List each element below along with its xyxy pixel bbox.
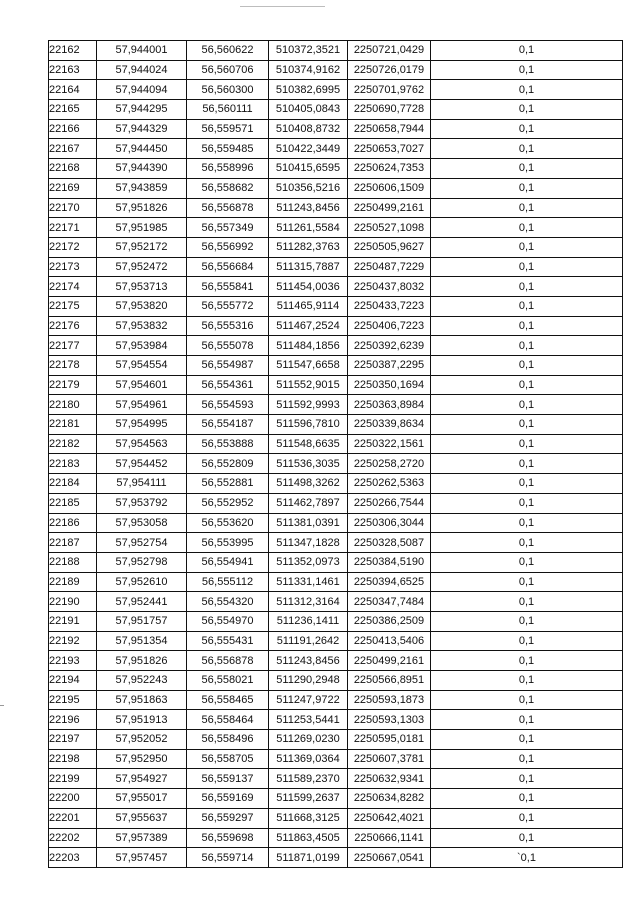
x-coordinate-cell: 511863,4505: [269, 828, 348, 848]
longitude-cell: 56,560111: [187, 100, 269, 120]
coordinates-table-body: [49, 41, 623, 868]
table-row: [49, 493, 623, 513]
value-cell: 0,1: [431, 80, 623, 100]
table-row: [49, 434, 623, 454]
x-coordinate-cell: 511668,3125: [269, 808, 348, 828]
y-coordinate-cell: 2250499,2161: [348, 651, 431, 671]
point-number-cell: 22195: [49, 690, 97, 710]
x-coordinate-cell: 511599,2637: [269, 789, 348, 809]
value-cell: 0,1: [431, 671, 623, 691]
latitude-cell: 57,951757: [97, 611, 187, 631]
point-number-cell: 22174: [49, 277, 97, 297]
value-cell: 0,1: [431, 808, 623, 828]
longitude-cell: 56,553620: [187, 513, 269, 533]
value-cell: 0,1: [431, 690, 623, 710]
point-number-cell: 22173: [49, 257, 97, 277]
point-number-cell: 22203: [49, 848, 97, 868]
table-row: [49, 454, 623, 474]
longitude-cell: 56,552952: [187, 493, 269, 513]
table-row: [49, 631, 623, 651]
y-coordinate-cell: 2250387,2295: [348, 356, 431, 376]
y-coordinate-cell: 2250721,0429: [348, 41, 431, 61]
point-number-cell: 22186: [49, 513, 97, 533]
x-coordinate-cell: 511498,3262: [269, 474, 348, 494]
table-row: [49, 749, 623, 769]
point-number-cell: 22192: [49, 631, 97, 651]
x-coordinate-cell: 511465,9114: [269, 296, 348, 316]
longitude-cell: 56,555112: [187, 572, 269, 592]
table-row: [49, 572, 623, 592]
point-number-cell: 22189: [49, 572, 97, 592]
y-coordinate-cell: 2250350,1694: [348, 375, 431, 395]
y-coordinate-cell: 2250363,8984: [348, 395, 431, 415]
longitude-cell: 56,560300: [187, 80, 269, 100]
latitude-cell: 57,952243: [97, 671, 187, 691]
table-row: [49, 415, 623, 435]
value-cell: 0,1: [431, 119, 623, 139]
point-number-cell: 22166: [49, 119, 97, 139]
y-coordinate-cell: 2250322,1561: [348, 434, 431, 454]
point-number-cell: 22168: [49, 159, 97, 179]
table-row: [49, 119, 623, 139]
longitude-cell: 56,552809: [187, 454, 269, 474]
x-coordinate-cell: 511243,8456: [269, 651, 348, 671]
value-cell: 0,1: [431, 277, 623, 297]
point-number-cell: 22182: [49, 434, 97, 454]
longitude-cell: 56,554361: [187, 375, 269, 395]
y-coordinate-cell: 2250595,0181: [348, 730, 431, 750]
latitude-cell: 57,954554: [97, 356, 187, 376]
x-coordinate-cell: 511253,5441: [269, 710, 348, 730]
coordinates-table: [48, 40, 623, 868]
latitude-cell: 57,954927: [97, 769, 187, 789]
longitude-cell: 56,558496: [187, 730, 269, 750]
longitude-cell: 56,558021: [187, 671, 269, 691]
y-coordinate-cell: 2250505,9627: [348, 237, 431, 257]
longitude-cell: 56,556878: [187, 651, 269, 671]
y-coordinate-cell: 2250658,7944: [348, 119, 431, 139]
latitude-cell: 57,953713: [97, 277, 187, 297]
latitude-cell: 57,954452: [97, 454, 187, 474]
point-number-cell: 22187: [49, 533, 97, 553]
latitude-cell: 57,944390: [97, 159, 187, 179]
y-coordinate-cell: 2250634,8282: [348, 789, 431, 809]
longitude-cell: 56,559714: [187, 848, 269, 868]
longitude-cell: 56,559571: [187, 119, 269, 139]
table-row: [49, 336, 623, 356]
x-coordinate-cell: 511369,0364: [269, 749, 348, 769]
value-cell: 0,1: [431, 41, 623, 61]
x-coordinate-cell: 510415,6595: [269, 159, 348, 179]
longitude-cell: 56,555841: [187, 277, 269, 297]
point-number-cell: 22196: [49, 710, 97, 730]
y-coordinate-cell: 2250433,7223: [348, 296, 431, 316]
value-cell: 0,1: [431, 769, 623, 789]
y-coordinate-cell: 2250306,3044: [348, 513, 431, 533]
y-coordinate-cell: 2250726,0179: [348, 60, 431, 80]
y-coordinate-cell: 2250499,2161: [348, 198, 431, 218]
latitude-cell: 57,944329: [97, 119, 187, 139]
value-cell: 0,1: [431, 749, 623, 769]
value-cell: 0,1: [431, 237, 623, 257]
table-row: [49, 80, 623, 100]
longitude-cell: 56,558464: [187, 710, 269, 730]
longitude-cell: 56,555772: [187, 296, 269, 316]
latitude-cell: 57,954111: [97, 474, 187, 494]
point-number-cell: 22167: [49, 139, 97, 159]
point-number-cell: 22163: [49, 60, 97, 80]
x-coordinate-cell: 511282,3763: [269, 237, 348, 257]
y-coordinate-cell: 2250607,3781: [348, 749, 431, 769]
x-coordinate-cell: 511315,7887: [269, 257, 348, 277]
value-cell: 0,1: [431, 828, 623, 848]
x-coordinate-cell: 511548,6635: [269, 434, 348, 454]
y-coordinate-cell: 2250406,7223: [348, 316, 431, 336]
point-number-cell: 22164: [49, 80, 97, 100]
table-row: [49, 552, 623, 572]
value-cell: 0,1: [431, 572, 623, 592]
longitude-cell: 56,558465: [187, 690, 269, 710]
table-row: [49, 690, 623, 710]
latitude-cell: 57,957389: [97, 828, 187, 848]
value-cell: 0,1: [431, 296, 623, 316]
y-coordinate-cell: 2250653,7027: [348, 139, 431, 159]
y-coordinate-cell: 2250667,0541: [348, 848, 431, 868]
latitude-cell: 57,951913: [97, 710, 187, 730]
x-coordinate-cell: 511331,1461: [269, 572, 348, 592]
y-coordinate-cell: 2250690,7728: [348, 100, 431, 120]
y-coordinate-cell: 2250328,5087: [348, 533, 431, 553]
x-coordinate-cell: 511871,0199: [269, 848, 348, 868]
latitude-cell: 57,952610: [97, 572, 187, 592]
value-cell: 0,1: [431, 356, 623, 376]
x-coordinate-cell: 510374,9162: [269, 60, 348, 80]
y-coordinate-cell: 2250593,1873: [348, 690, 431, 710]
latitude-cell: 57,944450: [97, 139, 187, 159]
x-coordinate-cell: 510408,8732: [269, 119, 348, 139]
x-coordinate-cell: 511589,2370: [269, 769, 348, 789]
value-cell: 0,1: [431, 710, 623, 730]
value-cell: 0,1: [431, 611, 623, 631]
y-coordinate-cell: 2250413,5406: [348, 631, 431, 651]
point-number-cell: 22200: [49, 789, 97, 809]
value-cell: 0,1: [431, 552, 623, 572]
y-coordinate-cell: 2250266,7544: [348, 493, 431, 513]
point-number-cell: 22190: [49, 592, 97, 612]
x-coordinate-cell: 511484,1856: [269, 336, 348, 356]
latitude-cell: 57,952754: [97, 533, 187, 553]
latitude-cell: 57,944001: [97, 41, 187, 61]
table-row: [49, 218, 623, 238]
x-coordinate-cell: 510372,3521: [269, 41, 348, 61]
table-row: [49, 159, 623, 179]
latitude-cell: 57,951354: [97, 631, 187, 651]
x-coordinate-cell: 511462,7897: [269, 493, 348, 513]
table-row: [49, 671, 623, 691]
latitude-cell: 57,944094: [97, 80, 187, 100]
x-coordinate-cell: 511290,2948: [269, 671, 348, 691]
point-number-cell: 22178: [49, 356, 97, 376]
latitude-cell: 57,953984: [97, 336, 187, 356]
longitude-cell: 56,559698: [187, 828, 269, 848]
x-coordinate-cell: 510382,6995: [269, 80, 348, 100]
point-number-cell: 22193: [49, 651, 97, 671]
longitude-cell: 56,555431: [187, 631, 269, 651]
top-rule-mark: [240, 6, 325, 7]
point-number-cell: 22171: [49, 218, 97, 238]
longitude-cell: 56,560706: [187, 60, 269, 80]
value-cell: 0,1: [431, 454, 623, 474]
value-cell: 0,1: [431, 415, 623, 435]
y-coordinate-cell: 2250487,7229: [348, 257, 431, 277]
table-row: [49, 474, 623, 494]
x-coordinate-cell: 511236,1411: [269, 611, 348, 631]
x-coordinate-cell: 511454,0036: [269, 277, 348, 297]
latitude-cell: 57,953820: [97, 296, 187, 316]
latitude-cell: 57,951826: [97, 651, 187, 671]
table-row: [49, 611, 623, 631]
value-cell: 0,1: [431, 513, 623, 533]
value-cell: 0,1: [431, 159, 623, 179]
y-coordinate-cell: 2250347,7484: [348, 592, 431, 612]
point-number-cell: 22201: [49, 808, 97, 828]
point-number-cell: 22165: [49, 100, 97, 120]
point-number-cell: 22191: [49, 611, 97, 631]
point-number-cell: 22198: [49, 749, 97, 769]
point-number-cell: 22183: [49, 454, 97, 474]
y-coordinate-cell: 2250258,2720: [348, 454, 431, 474]
point-number-cell: 22194: [49, 671, 97, 691]
value-cell: 0,1: [431, 257, 623, 277]
point-number-cell: 22197: [49, 730, 97, 750]
longitude-cell: 56,559297: [187, 808, 269, 828]
table-row: [49, 769, 623, 789]
y-coordinate-cell: 2250593,1303: [348, 710, 431, 730]
x-coordinate-cell: 511269,0230: [269, 730, 348, 750]
table-row: [49, 848, 623, 868]
y-coordinate-cell: 2250394,6525: [348, 572, 431, 592]
latitude-cell: 57,952950: [97, 749, 187, 769]
longitude-cell: 56,556684: [187, 257, 269, 277]
longitude-cell: 56,554593: [187, 395, 269, 415]
value-cell: 0,1: [431, 100, 623, 120]
table-row: [49, 533, 623, 553]
table-row: [49, 828, 623, 848]
latitude-cell: 57,954601: [97, 375, 187, 395]
latitude-cell: 57,952798: [97, 552, 187, 572]
y-coordinate-cell: 2250262,5363: [348, 474, 431, 494]
point-number-cell: 22169: [49, 178, 97, 198]
latitude-cell: 57,951985: [97, 218, 187, 238]
value-cell: 0,1: [431, 336, 623, 356]
latitude-cell: 57,954961: [97, 395, 187, 415]
table-row: [49, 257, 623, 277]
y-coordinate-cell: 2250666,1141: [348, 828, 431, 848]
y-coordinate-cell: 2250384,5190: [348, 552, 431, 572]
longitude-cell: 56,553888: [187, 434, 269, 454]
latitude-cell: 57,952052: [97, 730, 187, 750]
table-row: [49, 198, 623, 218]
x-coordinate-cell: 511596,7810: [269, 415, 348, 435]
latitude-cell: 57,953058: [97, 513, 187, 533]
point-number-cell: 22181: [49, 415, 97, 435]
x-coordinate-cell: 511467,2524: [269, 316, 348, 336]
table-row: [49, 789, 623, 809]
value-cell: 0,1: [431, 474, 623, 494]
latitude-cell: 57,953832: [97, 316, 187, 336]
value-cell: 0,1: [431, 60, 623, 80]
latitude-cell: 57,955017: [97, 789, 187, 809]
longitude-cell: 56,558705: [187, 749, 269, 769]
value-cell: 0,1: [431, 218, 623, 238]
point-number-cell: 22202: [49, 828, 97, 848]
table-row: [49, 710, 623, 730]
value-cell: 0,1: [431, 592, 623, 612]
point-number-cell: 22162: [49, 41, 97, 61]
y-coordinate-cell: 2250339,8634: [348, 415, 431, 435]
table-row: [49, 730, 623, 750]
latitude-cell: 57,953792: [97, 493, 187, 513]
table-row: [49, 41, 623, 61]
table-row: [49, 513, 623, 533]
longitude-cell: 56,554941: [187, 552, 269, 572]
point-number-cell: 22184: [49, 474, 97, 494]
y-coordinate-cell: 2250624,7353: [348, 159, 431, 179]
latitude-cell: 57,951863: [97, 690, 187, 710]
latitude-cell: 57,957457: [97, 848, 187, 868]
longitude-cell: 56,554970: [187, 611, 269, 631]
x-coordinate-cell: 511592,9993: [269, 395, 348, 415]
y-coordinate-cell: 2250606,1509: [348, 178, 431, 198]
point-number-cell: 22170: [49, 198, 97, 218]
value-cell: 0,1: [431, 730, 623, 750]
x-coordinate-cell: 511347,1828: [269, 533, 348, 553]
y-coordinate-cell: 2250632,9341: [348, 769, 431, 789]
point-number-cell: 22180: [49, 395, 97, 415]
y-coordinate-cell: 2250701,9762: [348, 80, 431, 100]
latitude-cell: 57,952441: [97, 592, 187, 612]
table-row: [49, 277, 623, 297]
table-row: [49, 808, 623, 828]
x-coordinate-cell: 511381,0391: [269, 513, 348, 533]
longitude-cell: 56,553995: [187, 533, 269, 553]
x-coordinate-cell: 511552,9015: [269, 375, 348, 395]
y-coordinate-cell: 2250566,8951: [348, 671, 431, 691]
point-number-cell: 22199: [49, 769, 97, 789]
longitude-cell: 56,559137: [187, 769, 269, 789]
point-number-cell: 22188: [49, 552, 97, 572]
x-coordinate-cell: 510422,3449: [269, 139, 348, 159]
latitude-cell: 57,954995: [97, 415, 187, 435]
y-coordinate-cell: 2250527,1098: [348, 218, 431, 238]
x-coordinate-cell: 511312,3164: [269, 592, 348, 612]
latitude-cell: 57,954563: [97, 434, 187, 454]
value-cell: `0,1: [431, 848, 623, 868]
latitude-cell: 57,944295: [97, 100, 187, 120]
table-row: [49, 178, 623, 198]
longitude-cell: 56,554187: [187, 415, 269, 435]
value-cell: 0,1: [431, 395, 623, 415]
longitude-cell: 56,559169: [187, 789, 269, 809]
left-margin-mark: [0, 705, 4, 706]
table-row: [49, 60, 623, 80]
longitude-cell: 56,555078: [187, 336, 269, 356]
value-cell: 0,1: [431, 316, 623, 336]
point-number-cell: 22172: [49, 237, 97, 257]
latitude-cell: 57,955637: [97, 808, 187, 828]
x-coordinate-cell: 511191,2642: [269, 631, 348, 651]
longitude-cell: 56,557349: [187, 218, 269, 238]
longitude-cell: 56,558996: [187, 159, 269, 179]
longitude-cell: 56,556992: [187, 237, 269, 257]
value-cell: 0,1: [431, 493, 623, 513]
table-row: [49, 316, 623, 336]
value-cell: 0,1: [431, 533, 623, 553]
table-row: [49, 592, 623, 612]
x-coordinate-cell: 511547,6658: [269, 356, 348, 376]
x-coordinate-cell: 511247,9722: [269, 690, 348, 710]
y-coordinate-cell: 2250392,6239: [348, 336, 431, 356]
table-row: [49, 651, 623, 671]
point-number-cell: 22179: [49, 375, 97, 395]
y-coordinate-cell: 2250437,8032: [348, 277, 431, 297]
longitude-cell: 56,555316: [187, 316, 269, 336]
longitude-cell: 56,560622: [187, 41, 269, 61]
value-cell: 0,1: [431, 789, 623, 809]
value-cell: 0,1: [431, 139, 623, 159]
point-number-cell: 22185: [49, 493, 97, 513]
value-cell: 0,1: [431, 178, 623, 198]
value-cell: 0,1: [431, 631, 623, 651]
table-row: [49, 395, 623, 415]
x-coordinate-cell: 511243,8456: [269, 198, 348, 218]
table-row: [49, 139, 623, 159]
value-cell: 0,1: [431, 198, 623, 218]
x-coordinate-cell: 511261,5584: [269, 218, 348, 238]
table-row: [49, 296, 623, 316]
longitude-cell: 56,554987: [187, 356, 269, 376]
latitude-cell: 57,952172: [97, 237, 187, 257]
longitude-cell: 56,554320: [187, 592, 269, 612]
y-coordinate-cell: 2250386,2509: [348, 611, 431, 631]
longitude-cell: 56,559485: [187, 139, 269, 159]
latitude-cell: 57,951826: [97, 198, 187, 218]
point-number-cell: 22175: [49, 296, 97, 316]
longitude-cell: 56,552881: [187, 474, 269, 494]
table-row: [49, 100, 623, 120]
longitude-cell: 56,556878: [187, 198, 269, 218]
x-coordinate-cell: 511352,0973: [269, 552, 348, 572]
point-number-cell: 22176: [49, 316, 97, 336]
point-number-cell: 22177: [49, 336, 97, 356]
value-cell: 0,1: [431, 375, 623, 395]
x-coordinate-cell: 511536,3035: [269, 454, 348, 474]
latitude-cell: 57,944024: [97, 60, 187, 80]
latitude-cell: 57,952472: [97, 257, 187, 277]
longitude-cell: 56,558682: [187, 178, 269, 198]
table-row: [49, 356, 623, 376]
value-cell: 0,1: [431, 651, 623, 671]
x-coordinate-cell: 510405,0843: [269, 100, 348, 120]
table-row: [49, 237, 623, 257]
latitude-cell: 57,943859: [97, 178, 187, 198]
x-coordinate-cell: 510356,5216: [269, 178, 348, 198]
y-coordinate-cell: 2250642,4021: [348, 808, 431, 828]
table-row: [49, 375, 623, 395]
value-cell: 0,1: [431, 434, 623, 454]
